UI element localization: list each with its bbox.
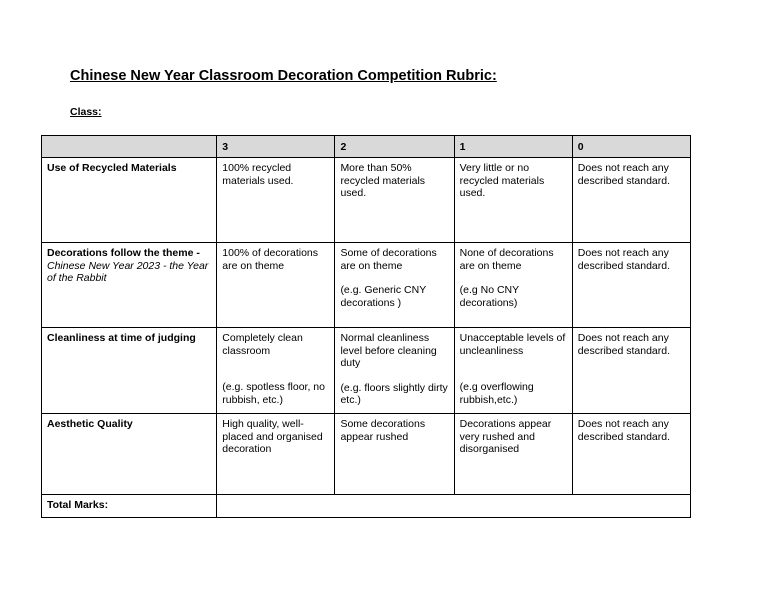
descriptor: 100% recycled materials used. bbox=[222, 162, 294, 187]
descriptor: Does not reach any described standard. bbox=[577, 247, 671, 272]
score-2-cell bbox=[335, 328, 454, 414]
header-score-0: 0 bbox=[572, 136, 690, 158]
score-1-cell bbox=[454, 414, 572, 495]
score-2-cell bbox=[335, 414, 454, 495]
descriptor: High quality, well-placed and organised decoration bbox=[222, 418, 323, 455]
descriptor: More than 50% recycled materials used. bbox=[340, 162, 426, 199]
example: (e.g. floors slightly dirty etc.) bbox=[340, 381, 448, 406]
header-score-1: 1 bbox=[454, 136, 572, 158]
header-score-3: 3 bbox=[217, 136, 335, 158]
descriptor: Completely clean classroom bbox=[222, 332, 303, 357]
criterion-label: Use of Recycled Materials bbox=[47, 162, 177, 174]
example: (e.g. Generic CNY decorations ) bbox=[340, 284, 427, 309]
example: (e.g. spotless floor, no rubbish, etc.) bbox=[222, 381, 325, 406]
criterion-cell bbox=[42, 414, 217, 495]
score-3-cell bbox=[217, 414, 335, 495]
score-3-cell bbox=[217, 328, 335, 414]
descriptor: None of decorations are on theme bbox=[459, 247, 554, 272]
score-0-cell bbox=[572, 328, 690, 414]
table-row bbox=[42, 414, 691, 495]
criterion-subtitle: Chinese New Year 2023 - the Year of the Rabbit bbox=[47, 259, 209, 284]
descriptor: Some of decorations are on theme bbox=[340, 247, 437, 272]
score-3-cell bbox=[217, 158, 335, 243]
score-2-cell bbox=[335, 243, 454, 328]
score-0-cell bbox=[572, 414, 690, 495]
table-row bbox=[42, 328, 691, 414]
score-1-cell bbox=[454, 158, 572, 243]
descriptor: Very little or no recycled materials used. bbox=[459, 162, 545, 199]
score-2-cell bbox=[335, 158, 454, 243]
total-label: Total Marks: bbox=[42, 495, 217, 518]
descriptor: Decorations appear very rushed and disorganised bbox=[459, 418, 552, 455]
document-title: Chinese New Year Classroom Decoration Competition Rubric: bbox=[70, 68, 497, 84]
total-value-cell[interactable] bbox=[217, 495, 691, 518]
descriptor: Does not reach any described standard. bbox=[577, 162, 671, 187]
score-1-cell bbox=[454, 328, 572, 414]
example: (e.g No CNY decorations) bbox=[459, 284, 519, 309]
header-criteria bbox=[42, 136, 217, 158]
score-3-cell bbox=[217, 243, 335, 328]
table-row bbox=[42, 158, 691, 243]
criterion-label: Decorations follow the theme - bbox=[47, 247, 200, 259]
descriptor: 100% of decorations are on theme bbox=[222, 247, 318, 272]
descriptor: Normal cleanliness level before cleaning duty bbox=[340, 332, 437, 369]
total-row bbox=[42, 495, 691, 518]
score-0-cell bbox=[572, 158, 690, 243]
score-0-cell bbox=[572, 243, 690, 328]
descriptor: Does not reach any described standard. bbox=[577, 332, 671, 357]
class-label: Class: bbox=[70, 106, 102, 118]
header-score-2: 2 bbox=[335, 136, 454, 158]
criterion-cell bbox=[42, 328, 217, 414]
score-1-cell bbox=[454, 243, 572, 328]
descriptor: Some decorations appear rushed bbox=[340, 418, 426, 443]
example: (e.g overflowing rubbish,etc.) bbox=[459, 381, 534, 406]
criterion-label: Aesthetic Quality bbox=[47, 418, 133, 430]
criterion-label: Cleanliness at time of judging bbox=[47, 332, 196, 344]
table-header-row bbox=[42, 136, 691, 158]
descriptor: Unacceptable levels of uncleanliness bbox=[459, 332, 566, 357]
rubric-table bbox=[41, 135, 691, 518]
table-row bbox=[42, 243, 691, 328]
criterion-cell bbox=[42, 158, 217, 243]
criterion-cell bbox=[42, 243, 217, 328]
descriptor: Does not reach any described standard. bbox=[577, 418, 671, 443]
